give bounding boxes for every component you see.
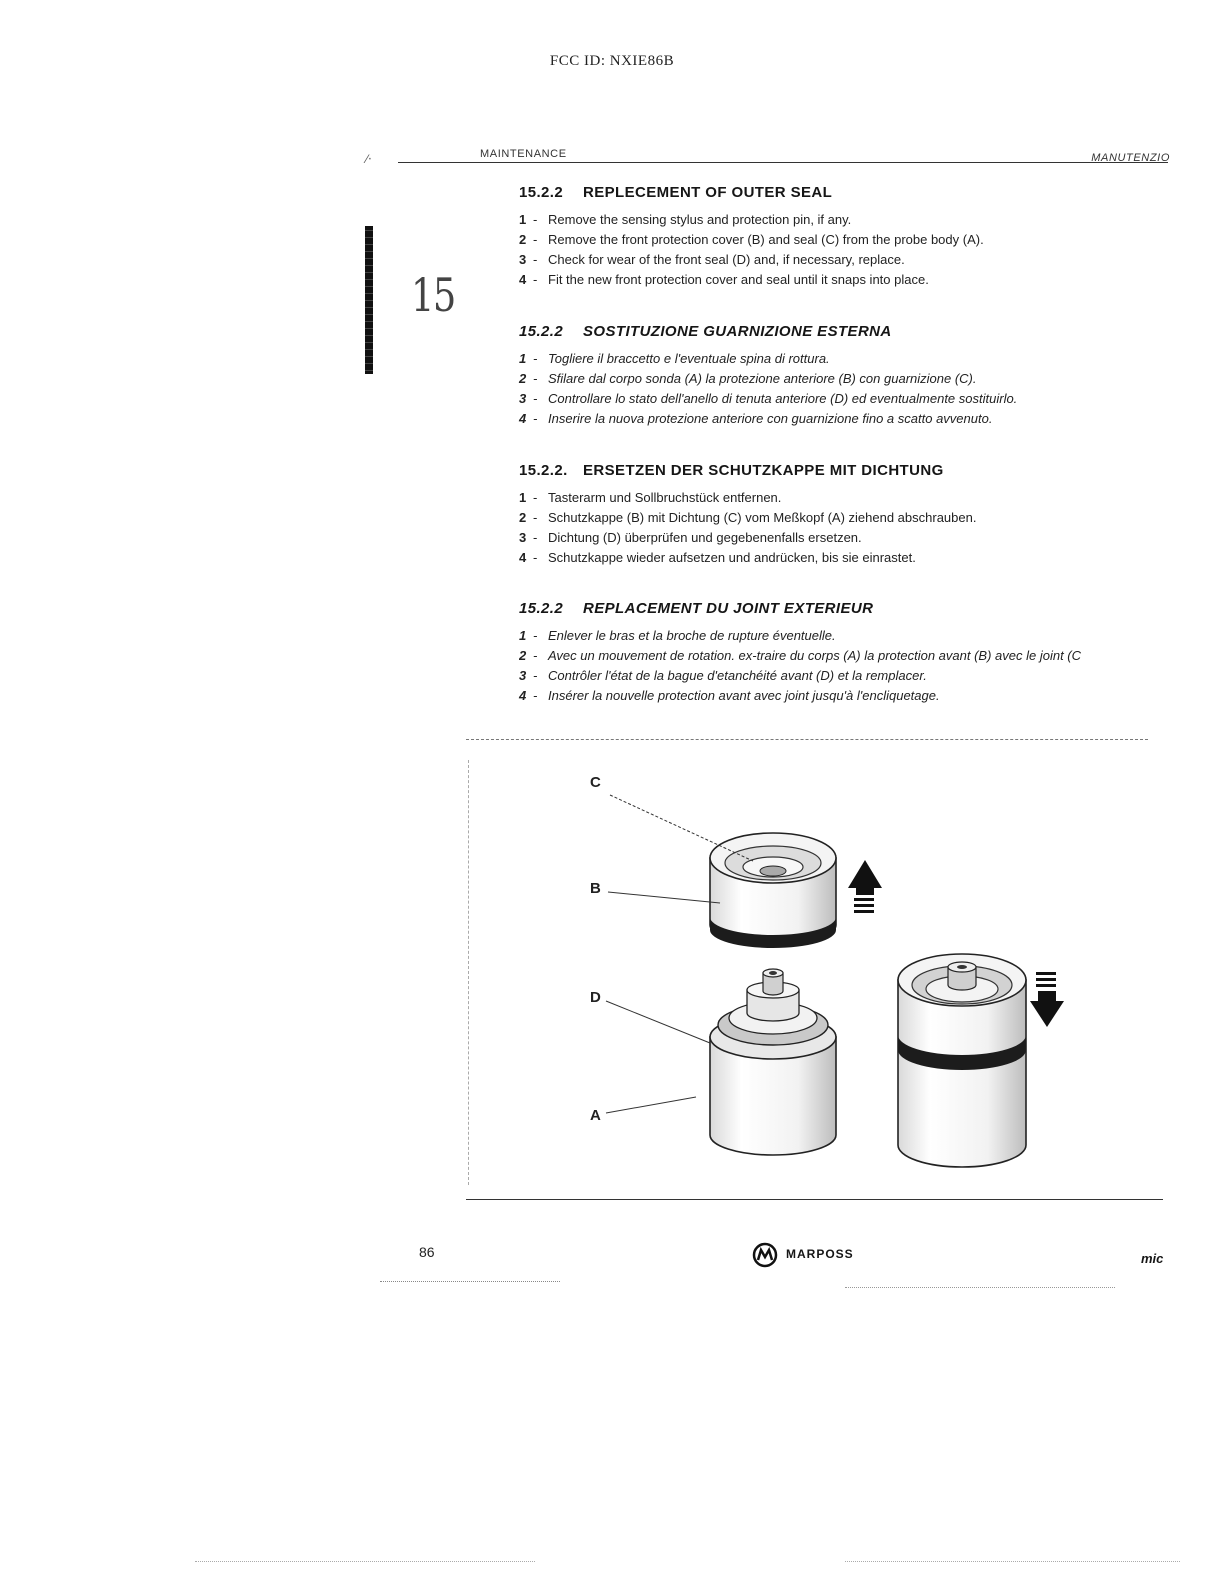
list-item: 3 - Check for wear of the front seal (D) and, if necessary, replace.	[519, 252, 905, 267]
section-title	[519, 600, 1199, 617]
chapter-tab-bar	[365, 226, 373, 374]
section-heading: REPLACEMENT DU JOINT EXTERIEUR	[583, 600, 874, 617]
section-heading: REPLECEMENT OF OUTER SEAL	[583, 184, 833, 201]
list-item: 4 - Fit the new front protection cover and seal until it snaps into place.	[519, 272, 929, 287]
callout-c: C	[590, 774, 601, 791]
list-item: 4 - Insérer la nouvelle protection avant avec joint jusqu'à l'encliquetage.	[519, 688, 940, 703]
list-item: 2 - Remove the front protection cover (B) and seal (C) from the probe body (A).	[519, 232, 984, 247]
callout-a: A	[590, 1107, 601, 1124]
list-item: 1 - Tasterarm und Sollbruchstück entfernen.	[519, 490, 782, 505]
list-item: 2 - Sfilare dal corpo sonda (A) la protezione anteriore (B) con guarnizione (C).	[519, 371, 977, 386]
list-item: 2 - Schutzkappe (B) mit Dichtung (C) vom Meßkopf (A) ziehend abschrauben.	[519, 510, 977, 525]
list-item: 2 - Avec un mouvement de rotation. ex-traire du corps (A) la protection avant (B) avec le joint (C	[519, 648, 1082, 663]
footer-right-text: mic	[1141, 1251, 1164, 1266]
section-heading: ERSETZEN DER SCHUTZKAPPE MIT DICHTUNG	[583, 462, 944, 479]
arrow-down-icon	[1030, 972, 1064, 1027]
figure-top-rule	[466, 739, 1148, 740]
list-item: 4 - Inserire la nuova protezione anteriore con guarnizione fino a scatto avvenuto.	[519, 411, 993, 426]
header-right: MANUTENZIO	[1091, 152, 1170, 164]
arrow-up-icon	[848, 860, 882, 913]
section-number: 15.2.2	[519, 323, 564, 340]
figure-bottom-rule	[466, 1199, 1163, 1200]
callout-b: B	[590, 880, 601, 897]
corner-mark: ⁄‧	[366, 152, 372, 166]
fcc-id: FCC ID: NXIE86B	[549, 53, 675, 69]
header-left: MAINTENANCE	[480, 148, 567, 160]
assembled-probe	[898, 954, 1026, 1167]
list-item: 1 - Enlever le bras et la broche de rupture éventuelle.	[519, 628, 836, 643]
section-german	[519, 462, 1199, 568]
scan-artifact	[195, 1561, 535, 1562]
list-item: 3 - Contrôler l'état de la bague d'etanchéité avant (D) et la remplacer.	[519, 668, 927, 683]
section-number: 15.2.2	[519, 600, 564, 617]
marposs-logo-icon	[752, 1242, 782, 1268]
section-english	[519, 184, 1199, 290]
callout-d: D	[590, 989, 601, 1006]
section-title	[519, 184, 1199, 201]
scan-artifact	[380, 1281, 560, 1282]
probe-seal-illustration	[466, 745, 1166, 1195]
section-number: 15.2.2	[519, 184, 564, 201]
brand-name: MARPOSS	[786, 1247, 854, 1261]
scan-artifact	[845, 1561, 1180, 1562]
chapter-tab-number: 15	[411, 268, 455, 322]
section-heading: SOSTITUZIONE GUARNIZIONE ESTERNA	[583, 323, 892, 340]
probe-body-a	[710, 969, 836, 1155]
list-item: 4 - Schutzkappe wieder aufsetzen und andrücken, bis sie einrastet.	[519, 550, 916, 565]
list-item: 3 - Dichtung (D) überprüfen und gegebenenfalls ersetzen.	[519, 530, 862, 545]
section-french	[519, 600, 1199, 706]
section-title	[519, 462, 1199, 479]
list-item: 1 - Togliere il braccetto e l'eventuale spina di rottura.	[519, 351, 830, 366]
list-item: 3 - Controllare lo stato dell'anello di tenuta anteriore (D) ed eventualmente sostituirlo.	[519, 391, 1018, 406]
section-title	[519, 323, 1199, 340]
section-italian	[519, 323, 1199, 429]
scan-artifact	[845, 1287, 1115, 1288]
list-item: 1 - Remove the sensing stylus and protection pin, if any.	[519, 212, 852, 227]
page-number: 86	[419, 1244, 435, 1260]
header-rule	[398, 162, 1168, 163]
section-number: 15.2.2.	[519, 462, 568, 479]
